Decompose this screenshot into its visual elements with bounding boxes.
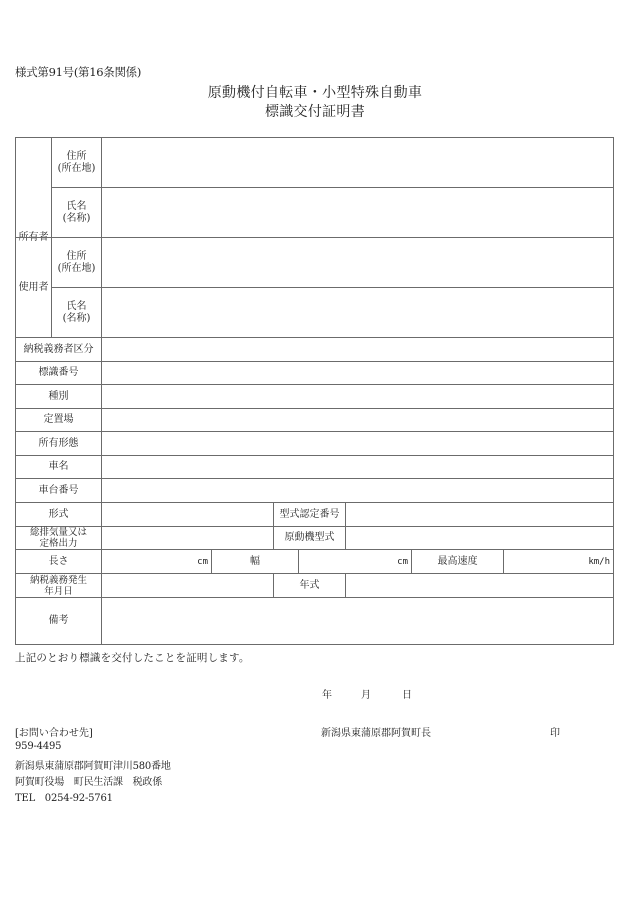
tax-date-label xyxy=(15,573,102,598)
engine-model-label: 原動機型式 xyxy=(273,526,346,550)
engine-model-field[interactable] xyxy=(345,526,614,550)
model-cert-number-field[interactable] xyxy=(345,502,614,527)
width-field[interactable] xyxy=(298,549,412,574)
length-unit: cm xyxy=(197,556,208,567)
storage-location-field[interactable] xyxy=(101,408,614,432)
taxpayer-category-field[interactable] xyxy=(101,337,614,362)
user-group-label xyxy=(15,237,52,338)
date-year-label: 年 xyxy=(322,690,332,701)
office-telephone: TEL 0254-92-5761 xyxy=(15,793,113,804)
date-day-label: 日 xyxy=(402,690,412,701)
user-address-label xyxy=(51,237,102,288)
length-field[interactable] xyxy=(101,549,212,574)
owner-name-field[interactable] xyxy=(101,187,614,238)
model-cert-number-label: 型式認定番号 xyxy=(273,502,346,527)
plate-number-field[interactable] xyxy=(101,361,614,385)
width-unit: cm xyxy=(397,556,408,567)
type-label: 種別 xyxy=(15,384,102,409)
label-line: 納税義務発生 xyxy=(29,574,87,586)
postal-code: 959-4495 xyxy=(15,741,62,752)
label-line: 住所 xyxy=(66,250,87,262)
user-name-field[interactable] xyxy=(101,287,614,338)
vehicle-name-field[interactable] xyxy=(101,455,614,479)
document-title: 原動機付自転車・小型特殊自動車 xyxy=(207,85,423,101)
label-line: (所在地) xyxy=(57,262,96,274)
owner-address-field[interactable] xyxy=(101,137,614,188)
max-speed-unit: km/h xyxy=(588,556,610,567)
user-name-label xyxy=(51,287,102,338)
plate-number-label: 標識番号 xyxy=(15,361,102,385)
ownership-form-field[interactable] xyxy=(101,431,614,456)
label-line: 総排気量又は xyxy=(29,527,87,538)
type-field[interactable] xyxy=(101,384,614,409)
taxpayer-category-label: 納税義務者区分 xyxy=(15,337,102,362)
date-month-label: 月 xyxy=(361,690,371,701)
model-year-field[interactable] xyxy=(345,573,614,598)
chassis-number-field[interactable] xyxy=(101,478,614,503)
owner-address-label xyxy=(51,137,102,188)
issuer-mayor: 新潟県東蒲原郡阿賀町長 xyxy=(321,728,431,739)
displacement-field[interactable] xyxy=(101,526,274,550)
owner-name-label xyxy=(51,187,102,238)
label-line: 年月日 xyxy=(44,585,73,597)
model-year-label: 年式 xyxy=(273,573,346,598)
displacement-label xyxy=(15,526,102,550)
office-address: 新潟県東蒲原郡阿賀町津川580番地 xyxy=(15,761,171,772)
label-line: (所在地) xyxy=(57,162,96,174)
label-line: 氏名 xyxy=(66,300,87,312)
remarks-label: 備考 xyxy=(15,597,102,645)
owner-label-text: 所有者 xyxy=(18,231,49,243)
model-field[interactable] xyxy=(101,502,274,527)
ownership-form-label: 所有形態 xyxy=(15,431,102,456)
form-number: 様式第91号(第16条関係) xyxy=(15,65,142,79)
length-label: 長さ xyxy=(15,549,102,574)
max-speed-label: 最高速度 xyxy=(411,549,504,574)
label-line: (名称) xyxy=(62,312,91,324)
model-label: 形式 xyxy=(15,502,102,527)
width-label: 幅 xyxy=(211,549,299,574)
user-address-field[interactable] xyxy=(101,237,614,288)
label-line: 定格出力 xyxy=(39,538,78,549)
office-department: 阿賀町役場 町民生活課 税政係 xyxy=(15,777,162,788)
document-subtitle: 標識交付証明書 xyxy=(264,104,366,120)
seal-mark: 印 xyxy=(550,728,560,739)
label-line: (名称) xyxy=(62,212,91,224)
certification-statement: 上記のとおり標識を交付したことを証明します。 xyxy=(15,652,250,664)
tax-date-field[interactable] xyxy=(101,573,274,598)
vehicle-name-label: 車名 xyxy=(15,455,102,479)
label-line: 氏名 xyxy=(66,200,87,212)
storage-location-label: 定置場 xyxy=(15,408,102,432)
remarks-field[interactable] xyxy=(101,597,614,645)
user-label-text: 使用者 xyxy=(18,281,49,293)
max-speed-field[interactable] xyxy=(503,549,614,574)
label-line: 住所 xyxy=(66,150,87,162)
chassis-number-label: 車台番号 xyxy=(15,478,102,503)
contact-heading: [お問い合わせ先] xyxy=(15,728,93,739)
